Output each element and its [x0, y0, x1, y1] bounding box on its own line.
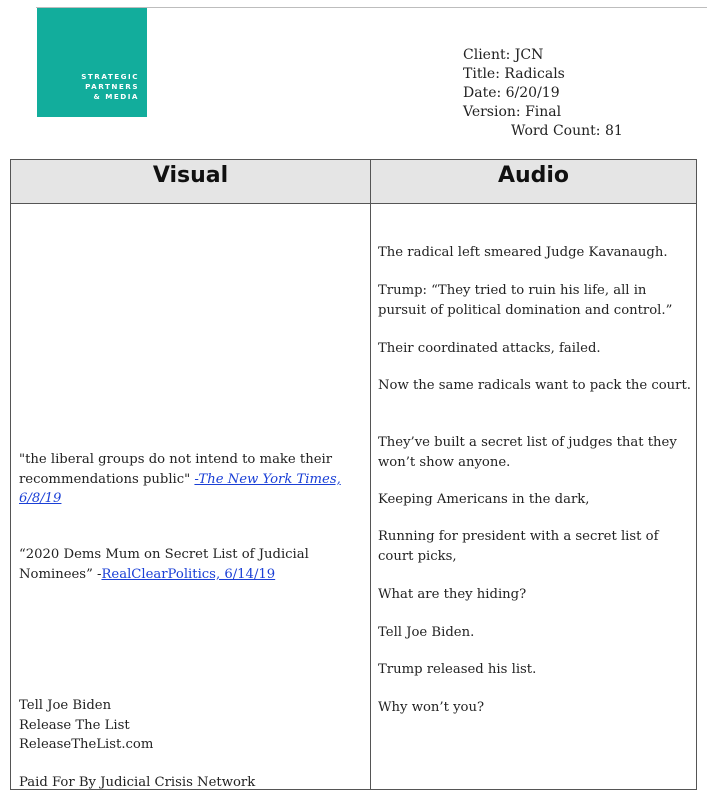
quote-text: "the liberal groups do not intend to make their recommendations public" — [19, 452, 333, 487]
visual-quote-nyt — [19, 450, 364, 509]
visual-quote-rcp — [19, 545, 364, 584]
script-table — [10, 159, 697, 790]
audio-line: What are they hiding? — [378, 587, 527, 602]
audio-line: Tell Joe Biden. — [378, 625, 475, 640]
meta-version: Version: Final — [463, 104, 562, 120]
audio-line: The radical left smeared Judge Kavanaugh. — [378, 245, 668, 260]
column-divider — [370, 160, 371, 789]
company-logo — [37, 8, 147, 117]
cta-line: Tell Joe Biden — [19, 698, 112, 713]
audio-line: They’ve built a secret list of judges that they won’t show anyone. — [378, 435, 677, 470]
logo-line: STRATEGIC — [81, 72, 139, 81]
audio-line: Trump released his list. — [378, 662, 537, 677]
rcp-source-link[interactable]: RealClearPolitics, 6/14/19 — [101, 566, 276, 582]
audio-line: Keeping Americans in the dark, — [378, 492, 590, 507]
quote-text: “2020 Dems Mum on Secret List of Judicial Nominees” - — [19, 547, 309, 582]
audio-line: Trump: “They tried to ruin his life, all in pursuit of political domination and control.” — [378, 283, 673, 318]
cta-line: ReleaseTheList.com — [19, 737, 154, 752]
meta-word-count: Word Count: 81 — [511, 123, 623, 139]
audio-line: Why won’t you? — [378, 700, 485, 715]
table-header-row — [11, 160, 696, 204]
audio-line: Now the same radicals want to pack the court. — [378, 378, 691, 393]
logo-line: PARTNERS — [85, 82, 139, 91]
logo-line: & MEDIA — [93, 92, 139, 101]
script-metadata — [463, 46, 623, 141]
audio-line: Their coordinated attacks, failed. — [378, 341, 601, 356]
meta-client: Client: JCN — [463, 47, 544, 63]
audio-column-header: Audio — [497, 163, 570, 188]
visual-call-to-action — [19, 696, 364, 755]
meta-title: Title: Radicals — [463, 66, 565, 82]
cta-line: Release The List — [19, 717, 130, 733]
audio-line: Running for president with a secret list of court picks, — [378, 529, 659, 564]
logo-text — [81, 72, 139, 102]
meta-date: Date: 6/20/19 — [463, 85, 560, 101]
paid-for-disclaimer: Paid For By Judicial Crisis Network — [19, 775, 256, 790]
nyt-source-link[interactable]: -The New York Times, 6/8/19 — [19, 471, 341, 506]
visual-column-header: Visual — [152, 163, 229, 188]
